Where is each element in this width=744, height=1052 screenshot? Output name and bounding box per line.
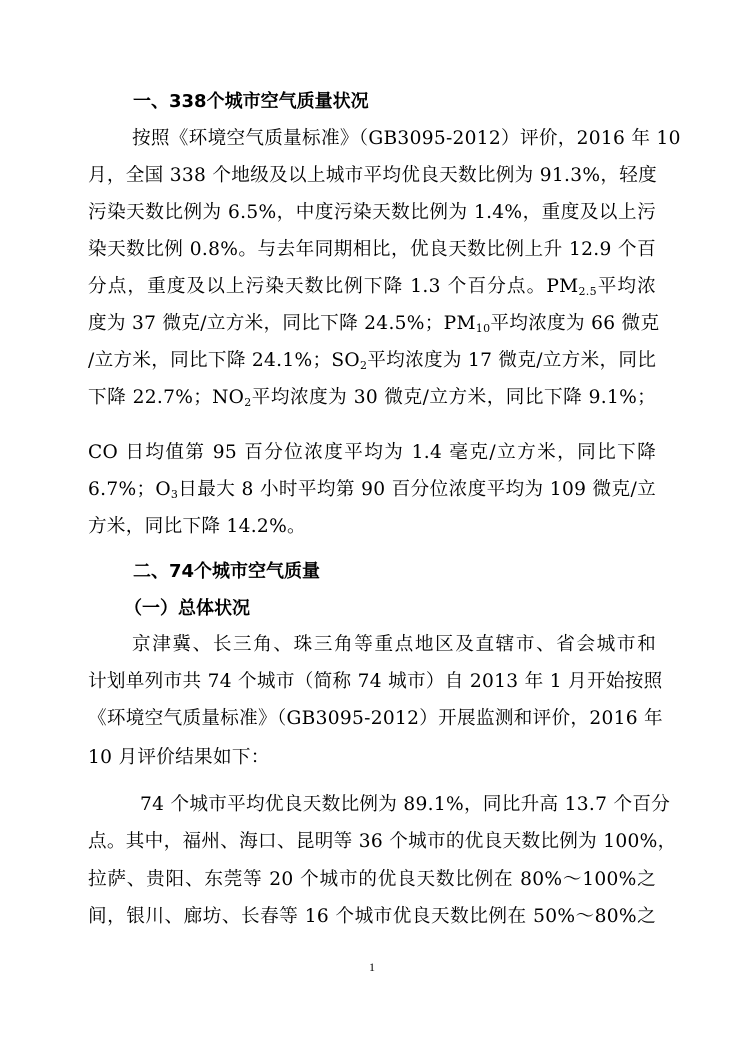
paragraph-74-intro-line-1: 京津冀、长三角、珠三角等重点地区及直辖市、省会城市和 [132, 634, 656, 655]
paragraph-74-result-line-1: 74 个城市平均优良天数比例为 89.1%，同比升高 13.7 个百分 [140, 794, 671, 815]
subscript-2-5: 2.5 [578, 285, 597, 298]
text-segment: 分点，重度及以上污染天数比例下降 1.3 个百分点。PM [88, 276, 579, 297]
paragraph-338-line-11: 方米，同比下降 14.2%。 [88, 516, 306, 537]
paragraph-74-intro-line-2: 计划单列市共 74 个城市（简称 74 城市）自 2013 年 1 月开始按照 [88, 671, 663, 692]
text-segment: 度为 37 微克/立方米，同比下降 24.5%；PM [88, 313, 476, 334]
text-segment: /立方米，同比下降 24.1%；SO [88, 350, 360, 371]
text-segment: 平均浓度为 17 微克/立方米，同比 [367, 350, 657, 371]
paragraph-74-intro-line-4: 10 月评价结果如下： [88, 747, 270, 768]
paragraph-338-line-3: 污染天数比例为 6.5%，中度污染天数比例为 1.4%，重度及以上污 [88, 202, 656, 223]
text-segment: 平均浓度为 30 微克/立方米，同比下降 9.1%； [251, 387, 656, 408]
paragraph-338-line-10 [88, 478, 656, 502]
paragraph-74-result-line-4: 间，银川、廊坊、长春等 16 个城市优良天数比例在 50%～80%之 [88, 906, 656, 927]
paragraph-74-result-line-2: 点。其中，福州、海口、昆明等 36 个城市的优良天数比例为 100%， [88, 831, 677, 852]
paragraph-338-line-7 [88, 349, 656, 373]
paragraph-74-result-line-3: 拉萨、贵阳、东莞等 20 个城市的优良天数比例在 80%～100%之 [88, 869, 656, 890]
heading-74-cities: 二、74个城市空气质量 [133, 561, 321, 582]
text-segment: 6.7%；O [88, 479, 171, 500]
paragraph-338-line-4: 染天数比例 0.8%。与去年同期相比，优良天数比例上升 12.9 个百 [88, 239, 656, 260]
text-segment: 下降 22.7%；NO [88, 387, 245, 408]
subscript-2: 2 [244, 396, 252, 409]
page-number: 1 [369, 960, 375, 974]
paragraph-338-line-1: 按照《环境空气质量标准》（GB3095-2012）评价，2016 年 10 [132, 128, 681, 149]
text-segment: 平均浓度为 66 微克 [490, 313, 660, 334]
paragraph-338-line-2: 月，全国 338 个地级及以上城市平均优良天数比例为 91.3%，轻度 [88, 165, 658, 186]
paragraph-338-line-9: CO 日均值第 95 百分位浓度平均为 1.4 毫克/立方米，同比下降 [88, 442, 656, 463]
paragraph-74-intro-line-3: 《环境空气质量标准》（GB3095-2012）开展监测和评价，2016 年 [88, 708, 663, 729]
text-segment: 日最大 8 小时平均第 90 百分位浓度平均为 109 微克/立 [178, 479, 656, 500]
text-segment: 平均浓 [596, 276, 657, 297]
subscript-3: 3 [170, 488, 179, 501]
subscript-2: 2 [359, 359, 368, 372]
subscript-10: 10 [475, 322, 491, 335]
paragraph-338-line-5 [88, 275, 656, 299]
paragraph-338-line-8 [88, 386, 656, 410]
paragraph-338-line-6 [88, 312, 660, 336]
subheading-overall: （一）总体状况 [124, 598, 250, 619]
heading-338-cities: 一、338个城市空气质量状况 [133, 91, 369, 112]
